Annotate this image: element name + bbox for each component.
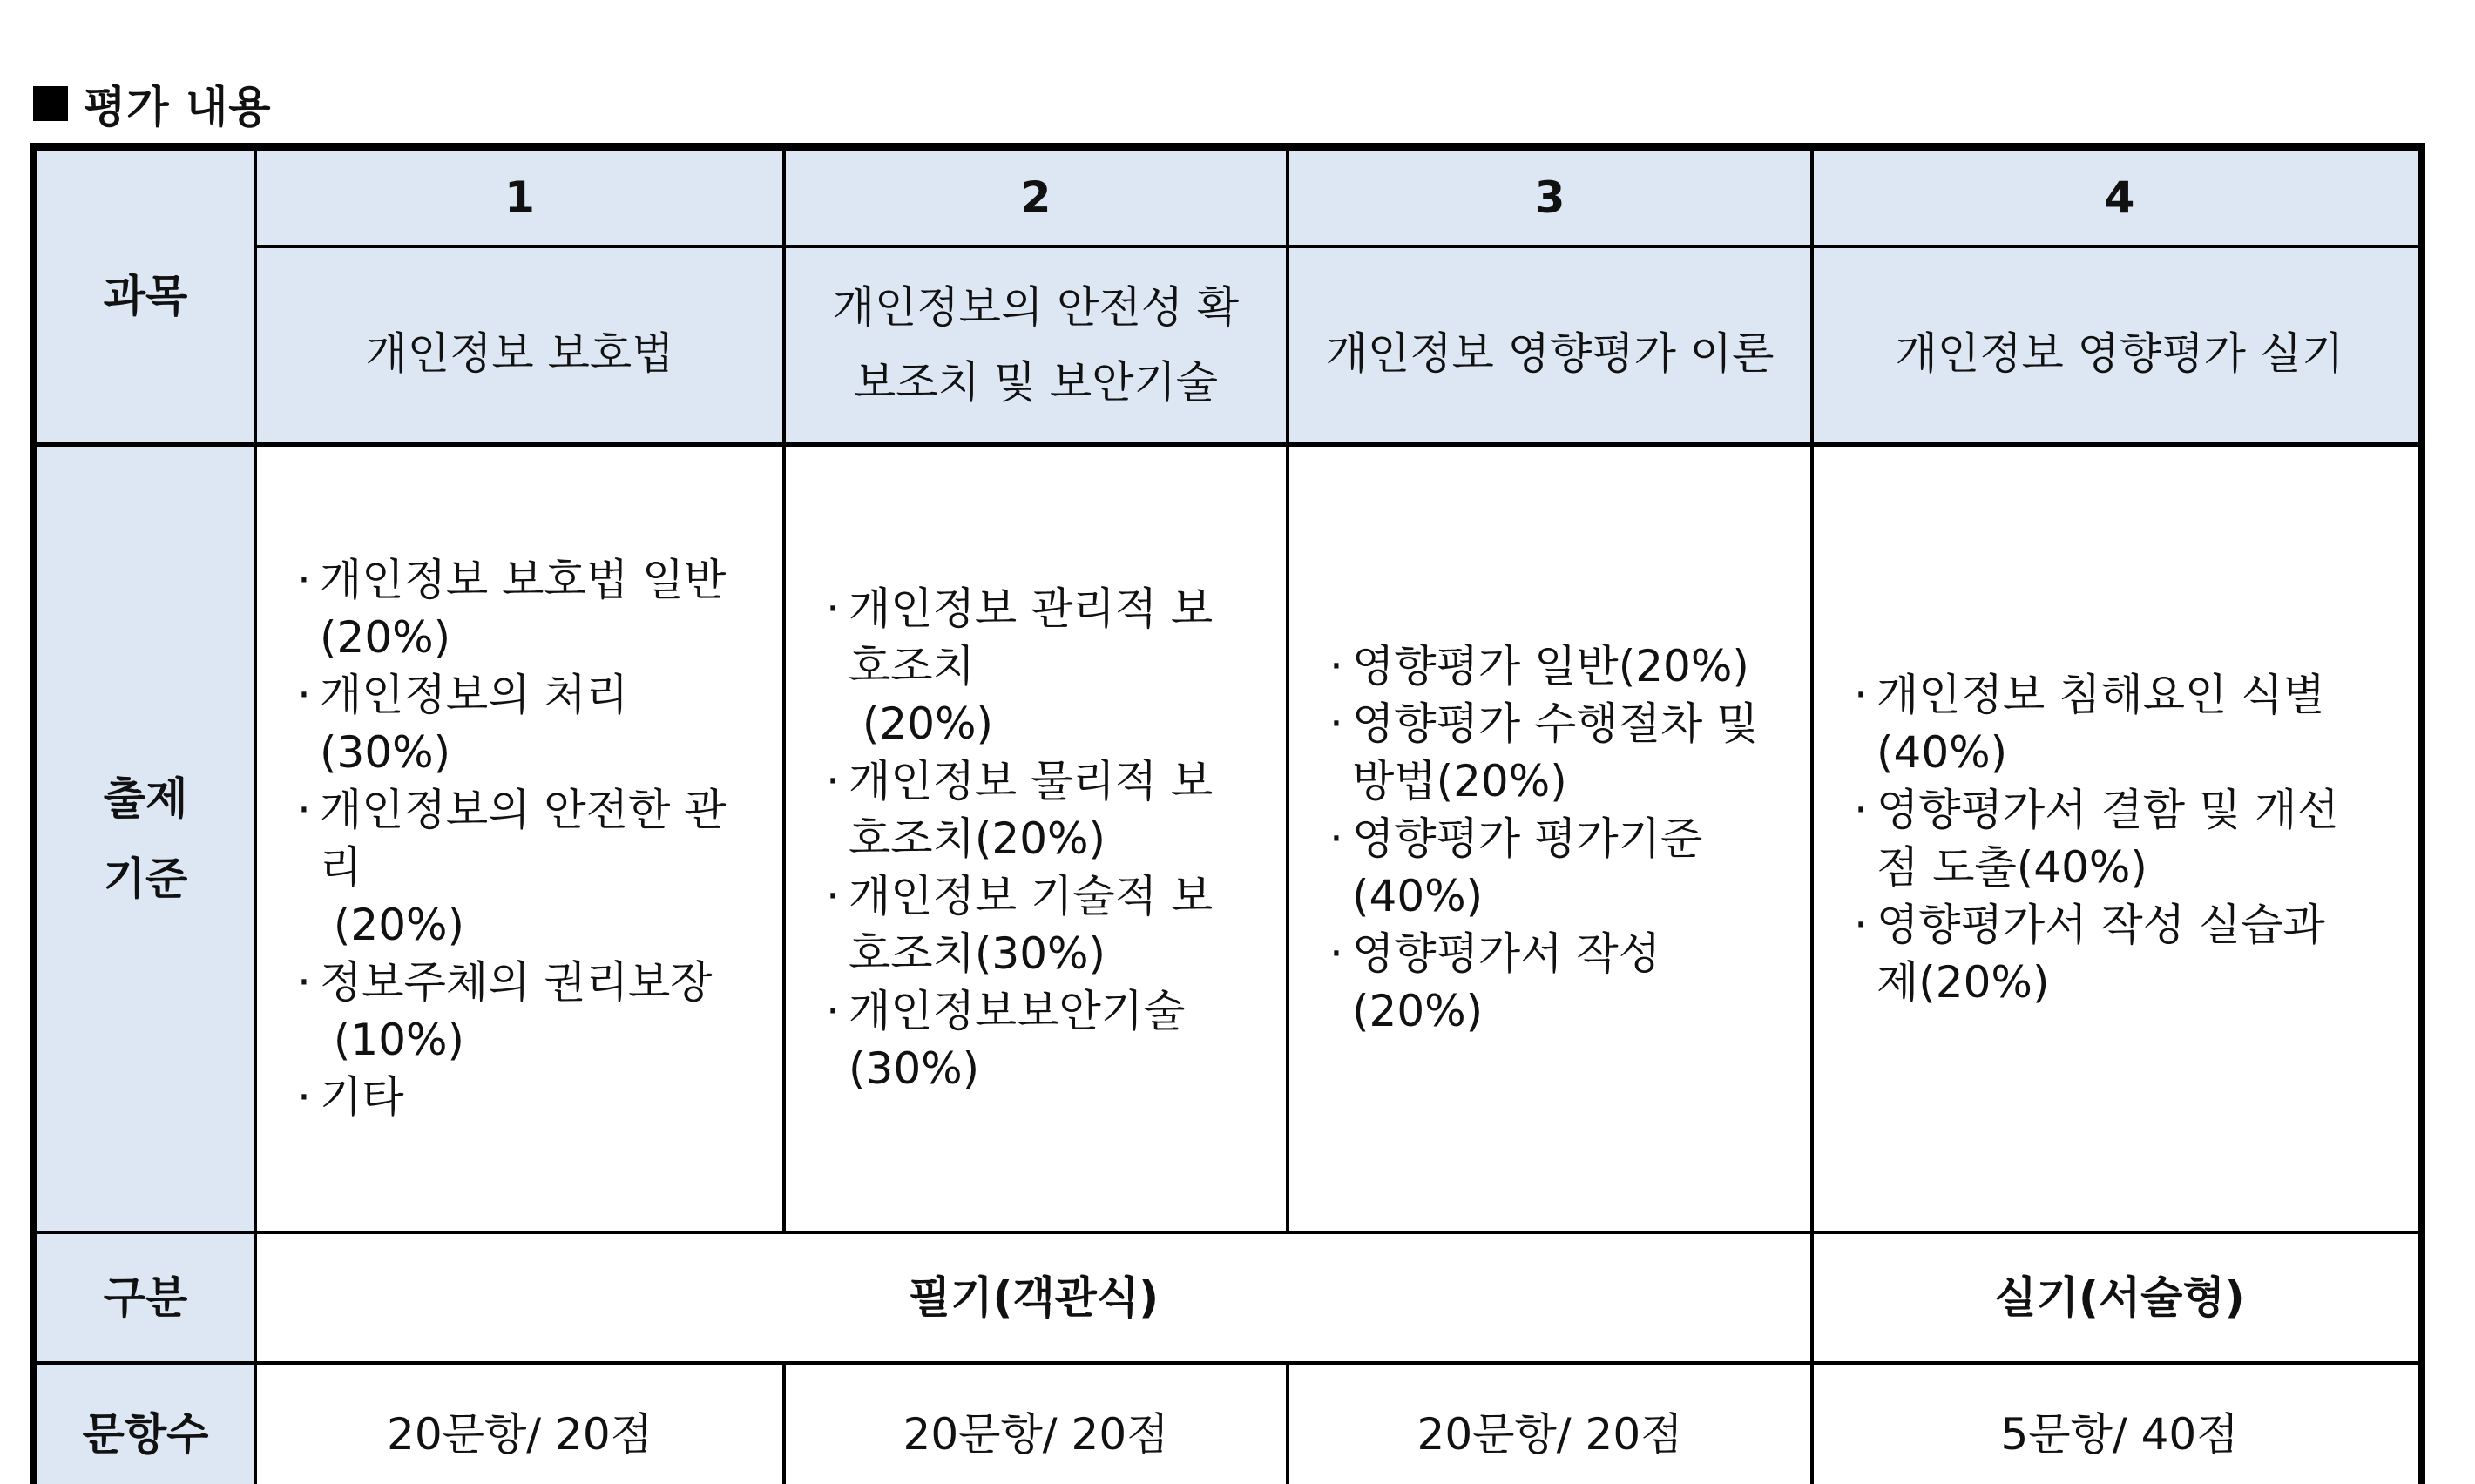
count-subject-4: 5문항/ 40점 [1812,1363,2425,1484]
criteria-item: · 정보주체의 권리보장 (10%) [297,954,747,1069]
criteria-list-2 [786,580,1286,1097]
subject-name-1: 개인정보 보호법 [255,246,784,444]
criteria-item: · 개인정보의 안전한 관 리 (20%) [297,781,747,954]
criteria-item: · 영향평가서 결함 및 개선 점 도출(40%) [1854,781,2390,896]
count-subject-1: 20문항/ 20점 [255,1363,784,1484]
row-label-subject: 과목 [37,151,255,444]
criteria-list-3 [1289,637,1810,1040]
subject-name-2-line2: 보조치 및 보안기술 [853,357,1219,408]
type-practical: 실기(서술형) [1812,1232,2425,1363]
evaluation-table [30,143,2425,1484]
criteria-item: · 개인정보 물리적 보 호조치(20%) [826,752,1251,867]
criteria-item: · 개인정보 침해요인 식별 (40%) [1854,666,2390,781]
row-label-criteria [37,444,255,1232]
criteria-item: · 영향평가 일반(20%) [1329,637,1775,695]
criteria-item: · 기타 [297,1069,747,1126]
criteria-item: · 영향평가 수행절차 및 방법(20%) [1329,695,1775,810]
criteria-cell-2 [784,444,1288,1232]
subject-name-4: 개인정보 영향평가 실기 [1812,246,2425,444]
row-label-count: 문항수 [37,1363,255,1484]
criteria-cell-4 [1812,444,2425,1232]
criteria-item: · 영향평가 평가기준 (40%) [1329,810,1775,925]
row-label-criteria-line1: 출제 [103,773,188,824]
subject-number-1: 1 [255,151,784,246]
criteria-item: · 영향평가서 작성 (20%) [1329,925,1775,1040]
criteria-list-4 [1814,666,2425,1011]
subject-number-4: 4 [1812,151,2425,246]
criteria-list-1 [257,551,782,1126]
criteria-item: · 개인정보 보호법 일반 (20%) [297,551,747,666]
subject-number-2: 2 [784,151,1288,246]
criteria-cell-1 [255,444,784,1232]
row-label-criteria-line2: 기준 [103,853,188,904]
criteria-item: · 개인정보 기술적 보 호조치(30%) [826,867,1251,982]
row-label-type: 구분 [37,1232,255,1363]
subject-name-3: 개인정보 영향평가 이론 [1288,246,1812,444]
criteria-item: · 개인정보보안기술 (30%) [826,982,1251,1097]
section-heading [33,73,272,134]
criteria-item: · 영향평가서 작성 실습과 제(20%) [1854,896,2390,1011]
subject-number-3: 3 [1288,151,1812,246]
criteria-item: · 개인정보의 처리 (30%) [297,666,747,781]
type-written: 필기(객관식) [255,1232,1812,1363]
criteria-cell-3 [1288,444,1812,1232]
subject-name-2-line1: 개인정보의 안전성 확 [832,282,1240,333]
subject-name-2 [784,246,1288,444]
black-square-icon [33,86,68,121]
section-title: 평가 내용 [84,82,272,132]
count-subject-3: 20문항/ 20점 [1288,1363,1812,1484]
count-subject-2: 20문항/ 20점 [784,1363,1288,1484]
criteria-item: · 개인정보 관리적 보 호조치 (20%) [826,580,1251,752]
